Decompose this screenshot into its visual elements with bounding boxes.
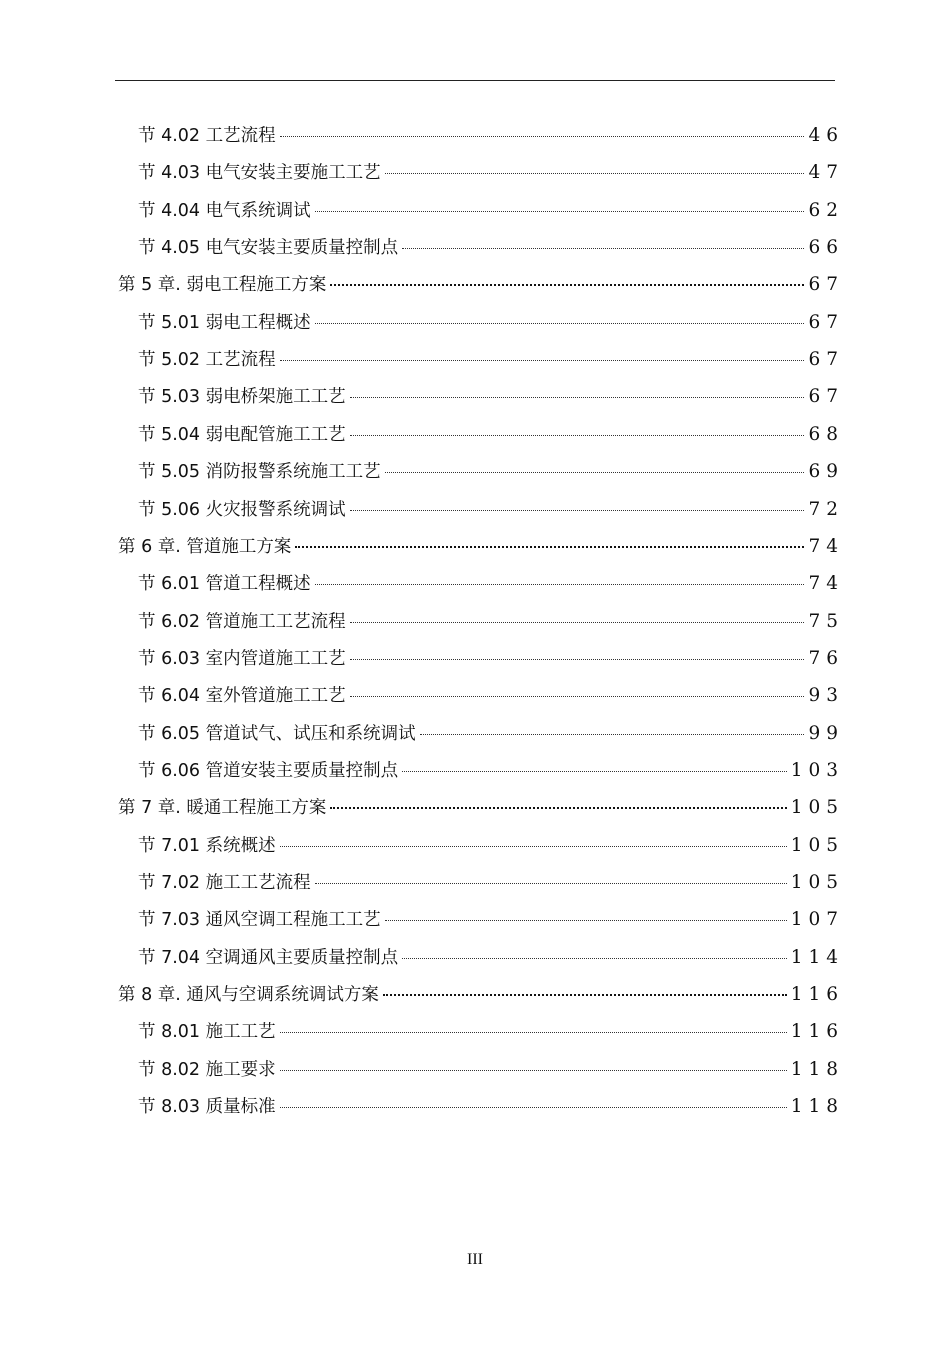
dot-leader — [280, 1107, 787, 1108]
dot-leader — [350, 510, 805, 511]
dot-leader — [420, 734, 805, 735]
toc-page-number: 107 — [790, 909, 844, 931]
toc-page-number: 75 — [808, 610, 844, 632]
toc-section-entry[interactable] — [138, 908, 844, 932]
toc-entry-title: 节 6.05 管道试气、试压和系统调试 — [138, 723, 416, 744]
dot-leader — [402, 958, 787, 959]
toc-chapter-entry[interactable] — [118, 535, 844, 559]
toc-entry-title: 节 8.03 质量标准 — [138, 1097, 276, 1118]
toc-section-entry[interactable] — [138, 572, 844, 596]
dot-leader — [315, 323, 805, 324]
toc-section-entry[interactable] — [138, 759, 844, 783]
toc-page-number: 67 — [808, 274, 844, 296]
toc-section-entry[interactable] — [138, 199, 844, 223]
toc-entry-title: 节 7.04 空调通风主要质量控制点 — [138, 947, 399, 968]
toc-page-number: 105 — [790, 797, 844, 819]
toc-page-number: 114 — [790, 946, 844, 968]
toc-page-number: 72 — [808, 498, 844, 520]
dot-leader — [350, 622, 805, 623]
dot-leader — [280, 136, 805, 137]
toc-entry-title: 节 5.04 弱电配管施工工艺 — [138, 424, 346, 445]
toc-section-entry[interactable] — [138, 423, 844, 447]
toc-entry-title: 节 7.03 通风空调工程施工工艺 — [138, 910, 381, 931]
dot-leader — [280, 846, 787, 847]
toc-entry-title: 节 6.04 室外管道施工工艺 — [138, 686, 346, 707]
toc-page-number: 74 — [808, 535, 844, 557]
toc-page-number: 62 — [808, 199, 844, 221]
toc-entry-title: 节 6.01 管道工程概述 — [138, 574, 311, 595]
dot-leader — [280, 1032, 787, 1033]
toc-page-number: 116 — [790, 1021, 844, 1043]
toc-entry-title: 节 5.05 消防报警系统施工工艺 — [138, 462, 381, 483]
toc-entry-title: 节 8.01 施工工艺 — [138, 1022, 276, 1043]
toc-page-number: 116 — [790, 984, 844, 1006]
toc-page-number: 67 — [808, 349, 844, 371]
dot-leader — [295, 546, 804, 548]
dot-leader — [350, 696, 805, 697]
toc-page-number: 105 — [790, 872, 844, 893]
toc-entry-title: 节 4.02 工艺流程 — [138, 126, 276, 146]
toc-entry-title: 节 6.03 室内管道施工工艺 — [138, 648, 346, 669]
toc-entry-title: 节 4.05 电气安装主要质量控制点 — [138, 238, 399, 259]
toc-section-entry[interactable] — [138, 1020, 844, 1044]
dot-leader — [350, 397, 805, 398]
toc-section-entry[interactable] — [138, 1095, 844, 1119]
dot-leader — [385, 472, 805, 473]
toc-page-number: 46 — [808, 125, 844, 146]
toc-entry-title: 节 5.03 弱电桥架施工工艺 — [138, 387, 346, 408]
dot-leader — [383, 994, 787, 996]
toc-page-number: 67 — [808, 311, 844, 333]
toc-page-number: 103 — [790, 759, 844, 781]
toc-section-entry[interactable] — [138, 161, 844, 185]
toc-section-entry[interactable] — [138, 348, 844, 372]
toc-entry-title: 第 8 章. 通风与空调系统调试方案 — [118, 985, 379, 1006]
toc-section-entry[interactable] — [138, 684, 844, 708]
toc-entry-title: 第 7 章. 暖通工程施工方案 — [118, 798, 327, 819]
toc-section-entry[interactable] — [138, 722, 844, 746]
toc-entry-title: 节 7.02 施工工艺流程 — [138, 873, 311, 893]
toc-chapter-entry[interactable] — [118, 983, 844, 1007]
toc-page-number: 69 — [808, 461, 844, 483]
dot-leader — [350, 659, 805, 660]
toc-entry-title: 节 5.06 火灾报警系统调试 — [138, 499, 346, 520]
toc-section-entry[interactable] — [138, 498, 844, 522]
toc-page-number: 76 — [808, 647, 844, 669]
toc-section-entry[interactable] — [138, 460, 844, 484]
dot-leader — [330, 807, 786, 809]
dot-leader — [385, 173, 805, 174]
toc-entry-title: 节 4.03 电气安装主要施工工艺 — [138, 163, 381, 184]
toc-section-entry[interactable] — [138, 385, 844, 409]
toc-entry-title: 节 6.06 管道安装主要质量控制点 — [138, 760, 399, 781]
toc-page-number: 68 — [808, 423, 844, 445]
dot-leader — [315, 584, 805, 585]
toc-entry-title: 第 5 章. 弱电工程施工方案 — [118, 275, 327, 296]
toc-section-entry[interactable] — [138, 946, 844, 970]
toc-entry-title: 节 4.04 电气系统调试 — [138, 200, 311, 221]
toc-page-number: 93 — [808, 685, 844, 707]
dot-leader — [350, 435, 805, 436]
toc-section-entry[interactable] — [138, 1058, 844, 1082]
toc-page-number: 99 — [808, 722, 844, 744]
dot-leader — [280, 360, 805, 361]
toc-entry-title: 第 6 章. 管道施工方案 — [118, 536, 292, 557]
toc-section-entry[interactable] — [138, 834, 844, 858]
toc-page-number: 118 — [790, 1096, 844, 1118]
toc-section-entry[interactable] — [138, 871, 844, 895]
dot-leader — [385, 920, 787, 921]
toc-section-entry[interactable] — [138, 236, 844, 260]
dot-leader — [402, 248, 804, 249]
toc-page-number: 105 — [790, 834, 844, 856]
toc-page-number: 67 — [808, 386, 844, 408]
dot-leader — [280, 1070, 787, 1071]
dot-leader — [330, 284, 804, 286]
toc-entry-title: 节 6.02 管道施工工艺流程 — [138, 611, 346, 632]
toc-page-number: 66 — [808, 237, 844, 259]
toc-page-number: 47 — [808, 162, 844, 184]
toc-section-entry[interactable] — [138, 124, 844, 148]
toc-page-number: 118 — [790, 1058, 844, 1080]
toc-section-entry[interactable] — [138, 610, 844, 634]
toc-entry-title: 节 5.01 弱电工程概述 — [138, 312, 311, 333]
toc-chapter-entry[interactable] — [118, 273, 844, 297]
toc-section-entry[interactable] — [138, 647, 844, 671]
toc-page-number: 74 — [808, 573, 844, 595]
toc-entry-title: 节 5.02 工艺流程 — [138, 350, 276, 371]
dot-leader — [402, 771, 787, 772]
toc-entry-title: 节 7.01 系统概述 — [138, 835, 276, 856]
dot-leader — [315, 211, 805, 212]
page-number: III — [467, 1251, 483, 1268]
dot-leader — [315, 883, 787, 884]
toc-entry-title: 节 8.02 施工要求 — [138, 1059, 276, 1080]
toc-section-entry[interactable] — [138, 311, 844, 335]
toc-chapter-entry[interactable] — [118, 796, 844, 820]
